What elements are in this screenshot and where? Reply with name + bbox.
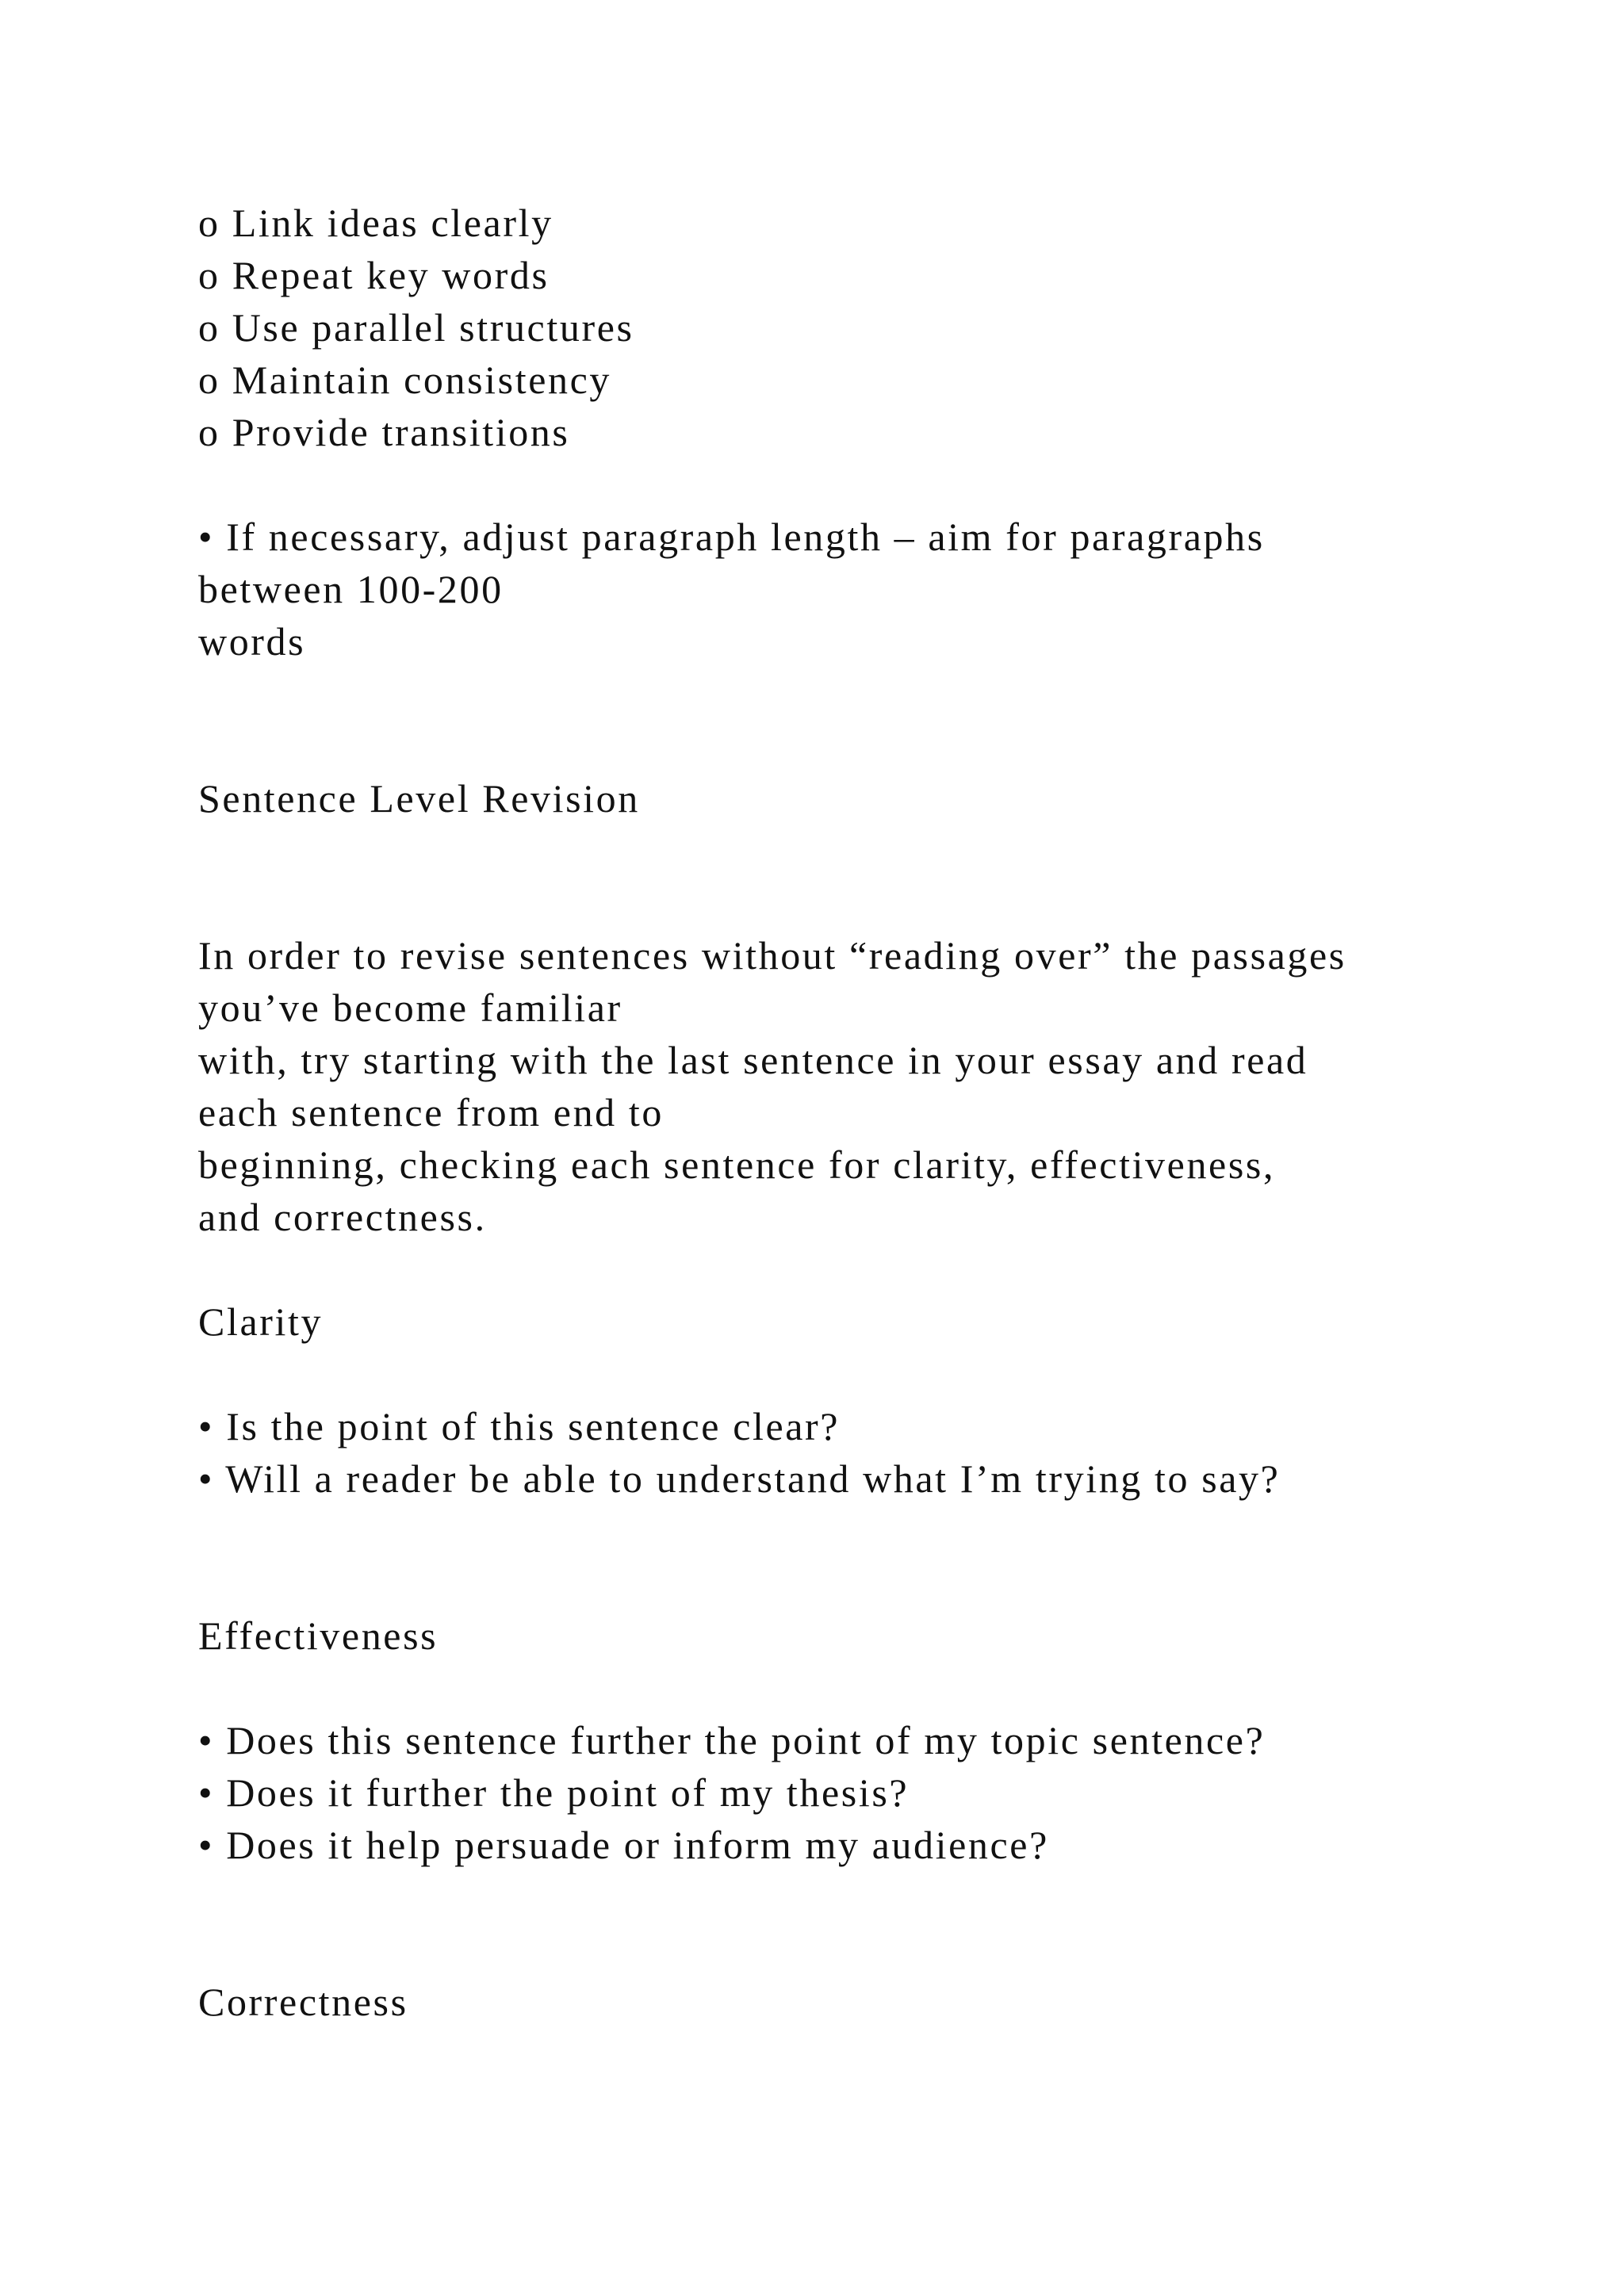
effectiveness-question: • Does it further the point of my thesis?	[198, 1770, 910, 1815]
section-heading: Sentence Level Revision	[198, 776, 640, 821]
list-item-repeat-key-words: o Repeat key words	[198, 253, 550, 297]
clarity-question: • Will a reader be able to understand what I’m trying to say?	[198, 1456, 1281, 1501]
clarity-question: • Is the point of this sentence clear?	[198, 1404, 841, 1448]
effectiveness-heading: Effectiveness	[198, 1613, 439, 1658]
clarity-heading: Clarity	[198, 1299, 324, 1344]
correctness-heading: Correctness	[198, 1980, 408, 2024]
intro-paragraph-line-1: In order to revise sentences without “reading over” the passages	[198, 933, 1346, 978]
paragraph-length-note-line-3: words	[198, 619, 306, 664]
intro-paragraph-line-3: with, try starting with the last sentence in your essay and read	[198, 1038, 1308, 1082]
list-item-link-ideas: o Link ideas clearly	[198, 201, 553, 245]
list-item-provide-transitions: o Provide transitions	[198, 410, 570, 454]
list-item-maintain-consistency: o Maintain consistency	[198, 358, 611, 402]
list-item-parallel-structures: o Use parallel structures	[198, 305, 634, 350]
paragraph-length-note-line-1: • If necessary, adjust paragraph length – aim for paragraphs	[198, 515, 1265, 559]
paragraph-length-note-line-2: between 100-200	[198, 567, 504, 611]
intro-paragraph-line-5: beginning, checking each sentence for clarity, effectiveness,	[198, 1142, 1276, 1187]
intro-paragraph-line-4: each sentence from end to	[198, 1090, 664, 1135]
effectiveness-question: • Does this sentence further the point of my topic sentence?	[198, 1718, 1266, 1762]
intro-paragraph-line-6: and correctness.	[198, 1195, 487, 1239]
intro-paragraph-line-2: you’ve become familiar	[198, 985, 622, 1030]
effectiveness-question: • Does it help persuade or inform my audience?	[198, 1823, 1049, 1867]
